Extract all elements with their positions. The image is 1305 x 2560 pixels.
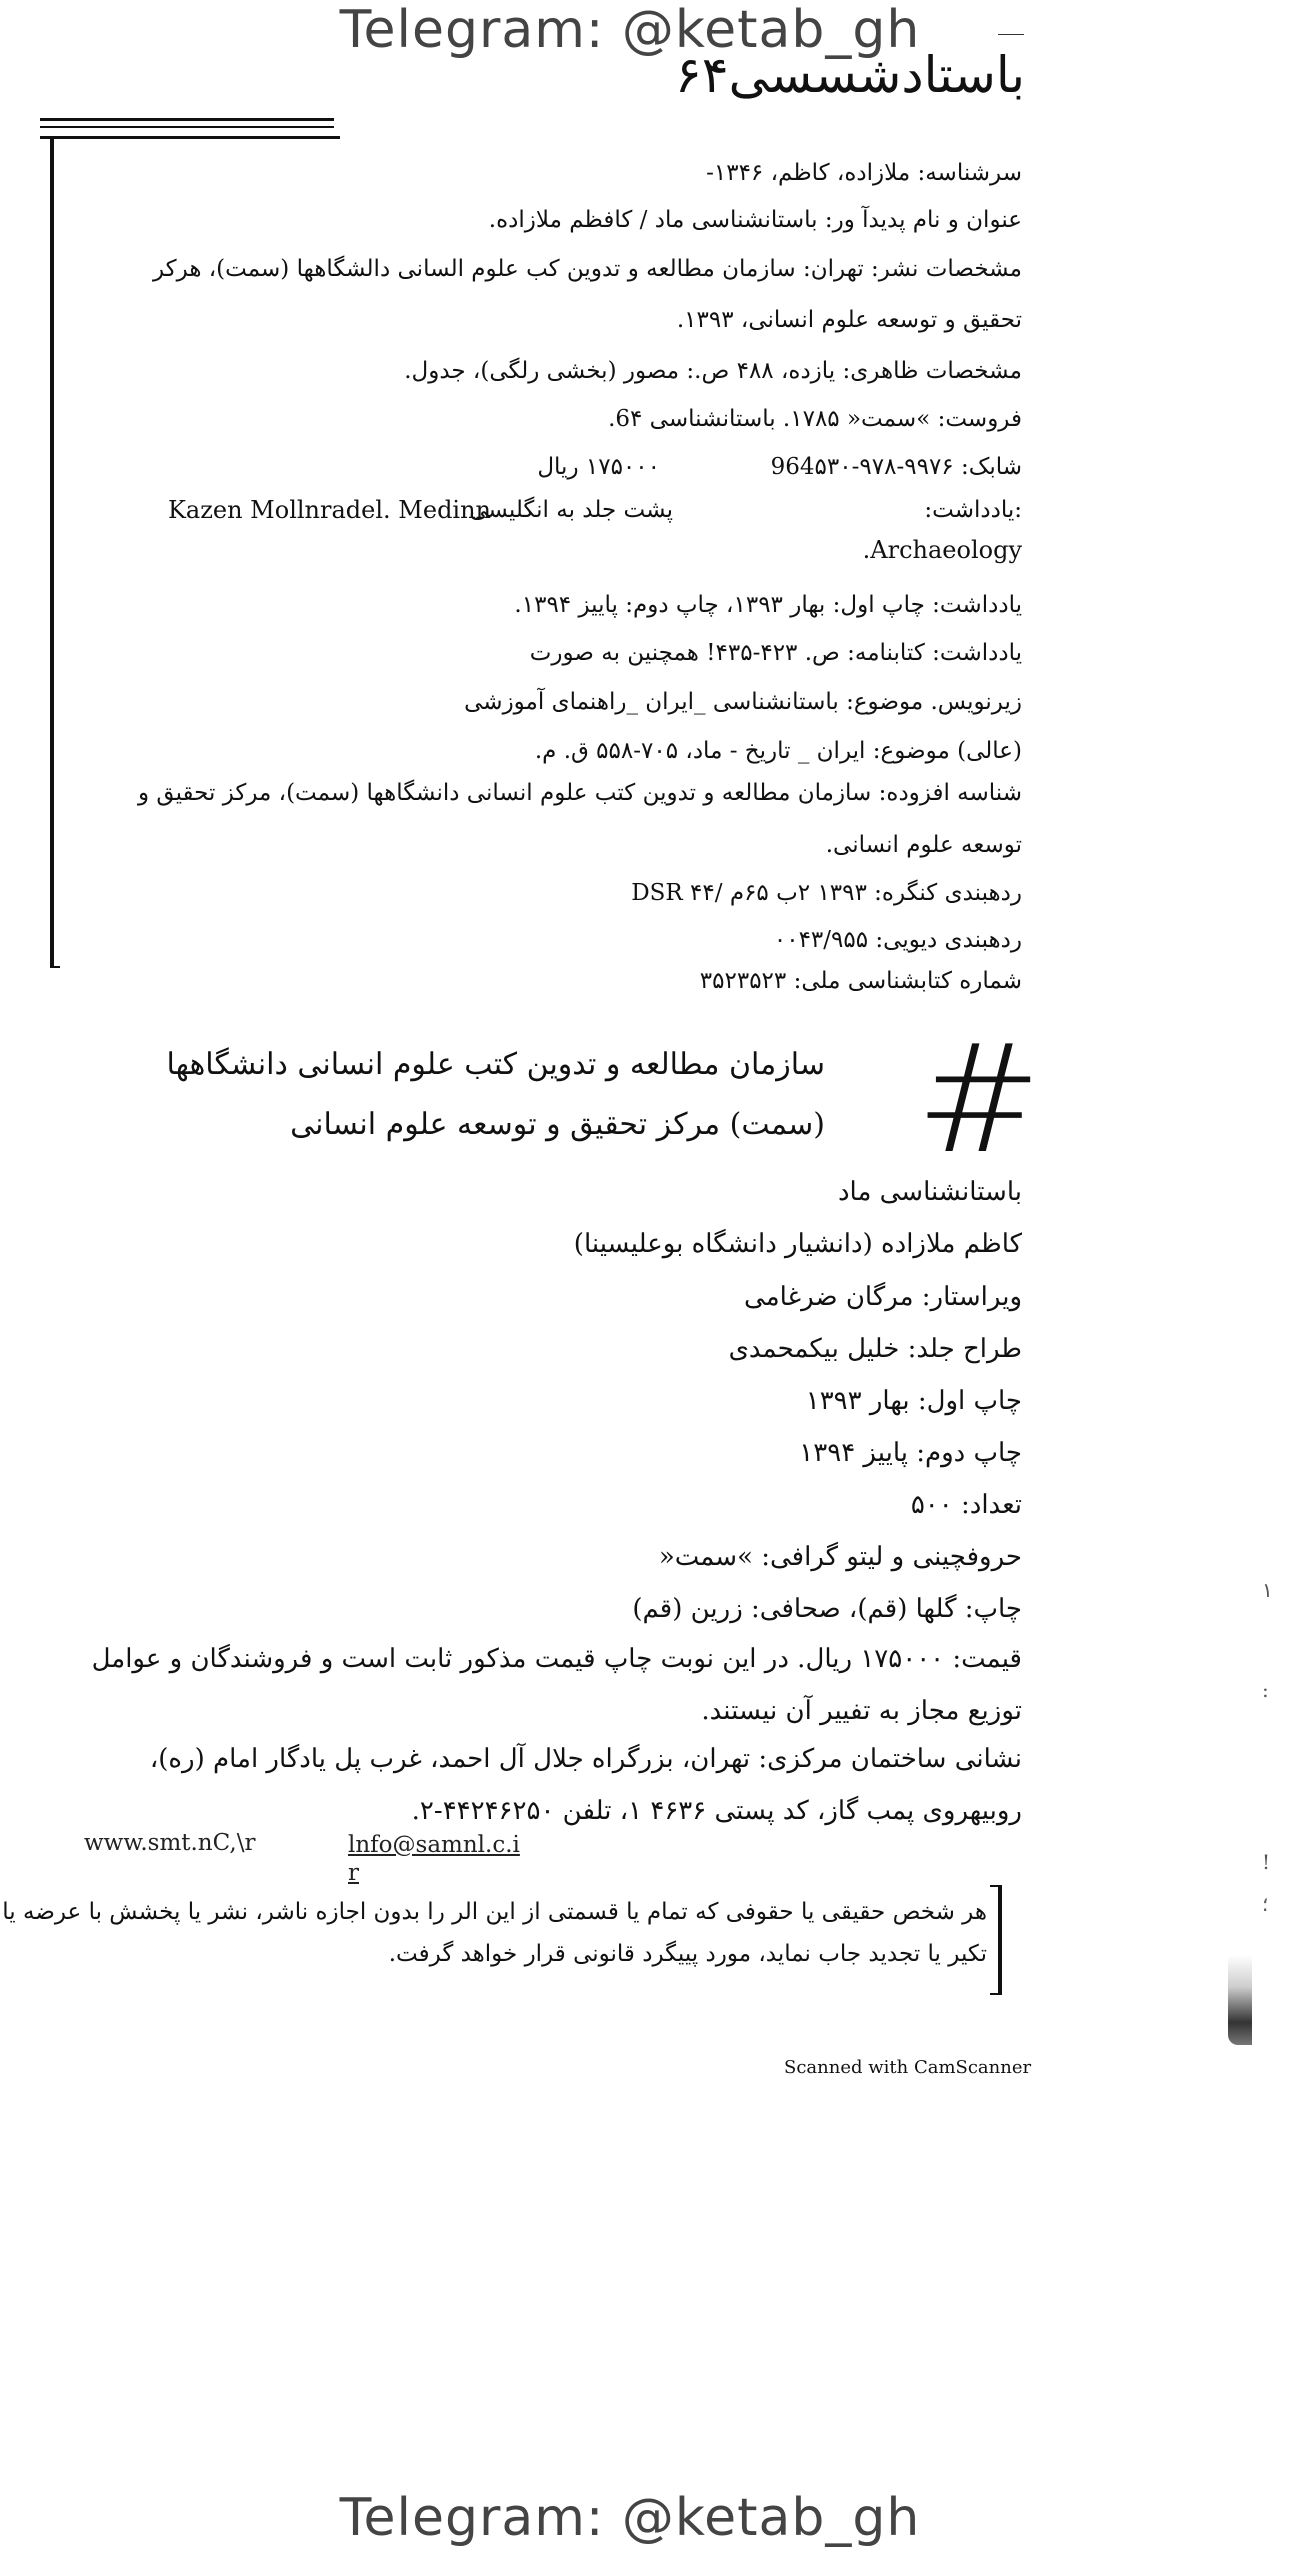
colophon-author: کاظم ملازاده (دانشیار دانشگاه بوعلیسینا) — [573, 1229, 1022, 1259]
colophon-address: نشانی ساختمان مرکزی: تهران، بزرگراه جلال آل احمد، غرب پل یادگار امام (ره)، — [149, 1744, 1022, 1774]
notice-bracket — [998, 1885, 1002, 1995]
publisher-logo: # — [916, 1013, 1042, 1187]
colophon-editor: ویراستار: مرگان ضرغامی — [744, 1282, 1022, 1312]
title-mark — [998, 34, 1024, 35]
catalog-price: ۱۷۵۰۰۰ ریال — [537, 454, 660, 480]
scan-footer: Scanned with CamScanner — [784, 2057, 1032, 2078]
catalog-line-physical: مشخصات ظاهری: یازده، ۴۸۸ ص.: مصور (بخشی رلگی)، جدول. — [404, 358, 1022, 384]
catalog-line-added-entry: شناسه افزوده: سازمان مطالعه و تدوین کتب علوم انسانی دانشگاهها (سمت)، مرکز تحقیق و — [137, 780, 1022, 806]
publisher-line-1: سازمان مطالعه و تدوین کتب علوم انسانی دانشگاهها — [166, 1047, 825, 1082]
catalog-english-title: Kazen Mollnradel. Medinn — [168, 496, 492, 524]
watermark-top: Telegram: @ketab_gh — [339, 0, 921, 60]
frame-line-left — [50, 136, 54, 966]
catalog-line-isbn: شابک: ۹۹۷۶-۹۷۸-964۵۳۰ — [770, 454, 1022, 480]
colophon-printing: چاپ: گلها (قم)، صحافی: زرین (قم) — [632, 1594, 1022, 1624]
frame-foot — [50, 966, 60, 968]
email-link-tail[interactable]: r — [348, 1860, 359, 1886]
catalog-line-added-entry-cont: توسعه علوم انسانی. — [825, 832, 1022, 858]
colophon-typesetting: حروفچینی و لیتو گرافی: »سمت« — [658, 1542, 1022, 1572]
catalog-line-imprint-cont: تحقیق و توسعه علوم انسانی، ۱۳۹۳. — [676, 307, 1022, 333]
catalog-english-note: پشت جلد به انگلیسی — [469, 497, 673, 523]
catalog-line-imprint: مشخصات نشر: تهران: سازمان مطالعه و تدوین کب علوم السانی دالشگاهها (سمت)، هرکر — [152, 256, 1022, 282]
publisher-line-2: (سمت) مرکز تحقیق و توسعه علوم انسانی — [290, 1107, 825, 1142]
catalog-line-note-label: :یادداشت: — [924, 497, 1022, 523]
edge-mark-3: ! — [1262, 1850, 1271, 1874]
frame-line-top-third — [40, 136, 340, 139]
colophon-first-print: چاپ اول: بهار ۱۳۹۳ — [805, 1386, 1022, 1416]
colophon-address-cont: روبیهروی پمب گاز، کد پستی ۴۶۳۶ ۱، تلفن ۴۴۲۴۶۲۵۰-۲. — [411, 1796, 1022, 1826]
colophon-second-print: چاپ دوم: پاییز ۱۳۹۴ — [799, 1438, 1022, 1468]
catalog-line-subject: زیرنویس. موضوع: باستانشناسی _ایران _راهنمای آموزشی — [464, 689, 1022, 715]
frame-line-top-outer — [40, 118, 334, 121]
frame-line-top-inner — [40, 126, 334, 128]
colophon-count: تعداد: ۵۰۰ — [910, 1490, 1022, 1520]
copyright-notice-line-1: هر شخص حقیقی یا حقوفی که تمام یا قسمتی از این الر را بدون اجازه ناشر، نشر یا پخشش با عرضه یا — [2, 1899, 987, 1925]
colophon-title: باستانشناسی ماد — [837, 1177, 1022, 1207]
edge-scan-shadow — [1228, 1955, 1252, 2045]
edge-mark-2: : — [1262, 1678, 1269, 1702]
catalog-line-dewey: ردهبندی دیویی: ۰۰۴۳/۹۵۵ — [773, 927, 1022, 953]
catalog-line-edition-note: یادداشت: چاپ اول: بهار ۱۳۹۳، چاپ دوم: پاییز ۱۳۹۴. — [514, 592, 1022, 618]
email-link[interactable]: lnfo@samnl.c.i — [348, 1832, 520, 1858]
notice-bracket-top — [990, 1885, 1000, 1887]
catalog-line-series: فروست: »سمت« ۱۷۸۵. باستانشناسی 6۴. — [608, 406, 1022, 432]
colophon-price-cont: توزیع مجاز به تفییر آن نیستند. — [701, 1696, 1022, 1726]
edge-mark-4: ؛ — [1262, 1892, 1269, 1916]
website-link[interactable]: www.smt.nC,\r — [84, 1830, 256, 1856]
watermark-bottom: Telegram: @ketab_gh — [339, 2488, 921, 2548]
catalog-line-subject2: (عالی) موضوع: ایران _ تاریخ - ماد، ۷۰۵-۵۵۸ ق. م. — [534, 738, 1022, 764]
colophon-cover-designer: طراح جلد: خلیل بیکمحمدی — [728, 1334, 1022, 1364]
catalog-line-national-no: شماره کتابشناسی ملی: ۳۵۲۳۵۲۳ — [699, 968, 1022, 994]
catalog-line-bibliography: یادداشت: کتابنامه: ص. ۴۲۳-۴۳۵! همچنین به صورت — [529, 640, 1022, 666]
book-title: باستادشسسی۶۴ — [674, 46, 1025, 104]
edge-mark-1: ۱ — [1262, 1578, 1273, 1602]
catalog-line-lc-class: DSR ۴۴/ ردهبندی کنگره: ۱۳۹۳ ۲ب ۶۵م — [631, 880, 1022, 906]
colophon-price: قیمت: ۱۷۵۰۰۰ ریال. در این نوبت چاپ قیمت مذکور ثابت است و فروشندگان و عوامل — [91, 1644, 1022, 1674]
notice-bracket-bottom — [990, 1993, 1000, 1995]
catalog-line-title: عنوان و نام پدیدآ ور: باستانشناسی ماد / کافظم ملازاده. — [488, 207, 1022, 233]
copyright-notice-line-2: تکیر یا تجدید جاب نماید، مورد پییگرد قانونی قرار خواهد گرفت. — [388, 1941, 987, 1967]
catalog-english-title-cont: .Archaeology — [862, 536, 1022, 564]
catalog-line-author: سرشناسه: ملازاده، کاظم، ۱۳۴۶- — [706, 160, 1022, 186]
